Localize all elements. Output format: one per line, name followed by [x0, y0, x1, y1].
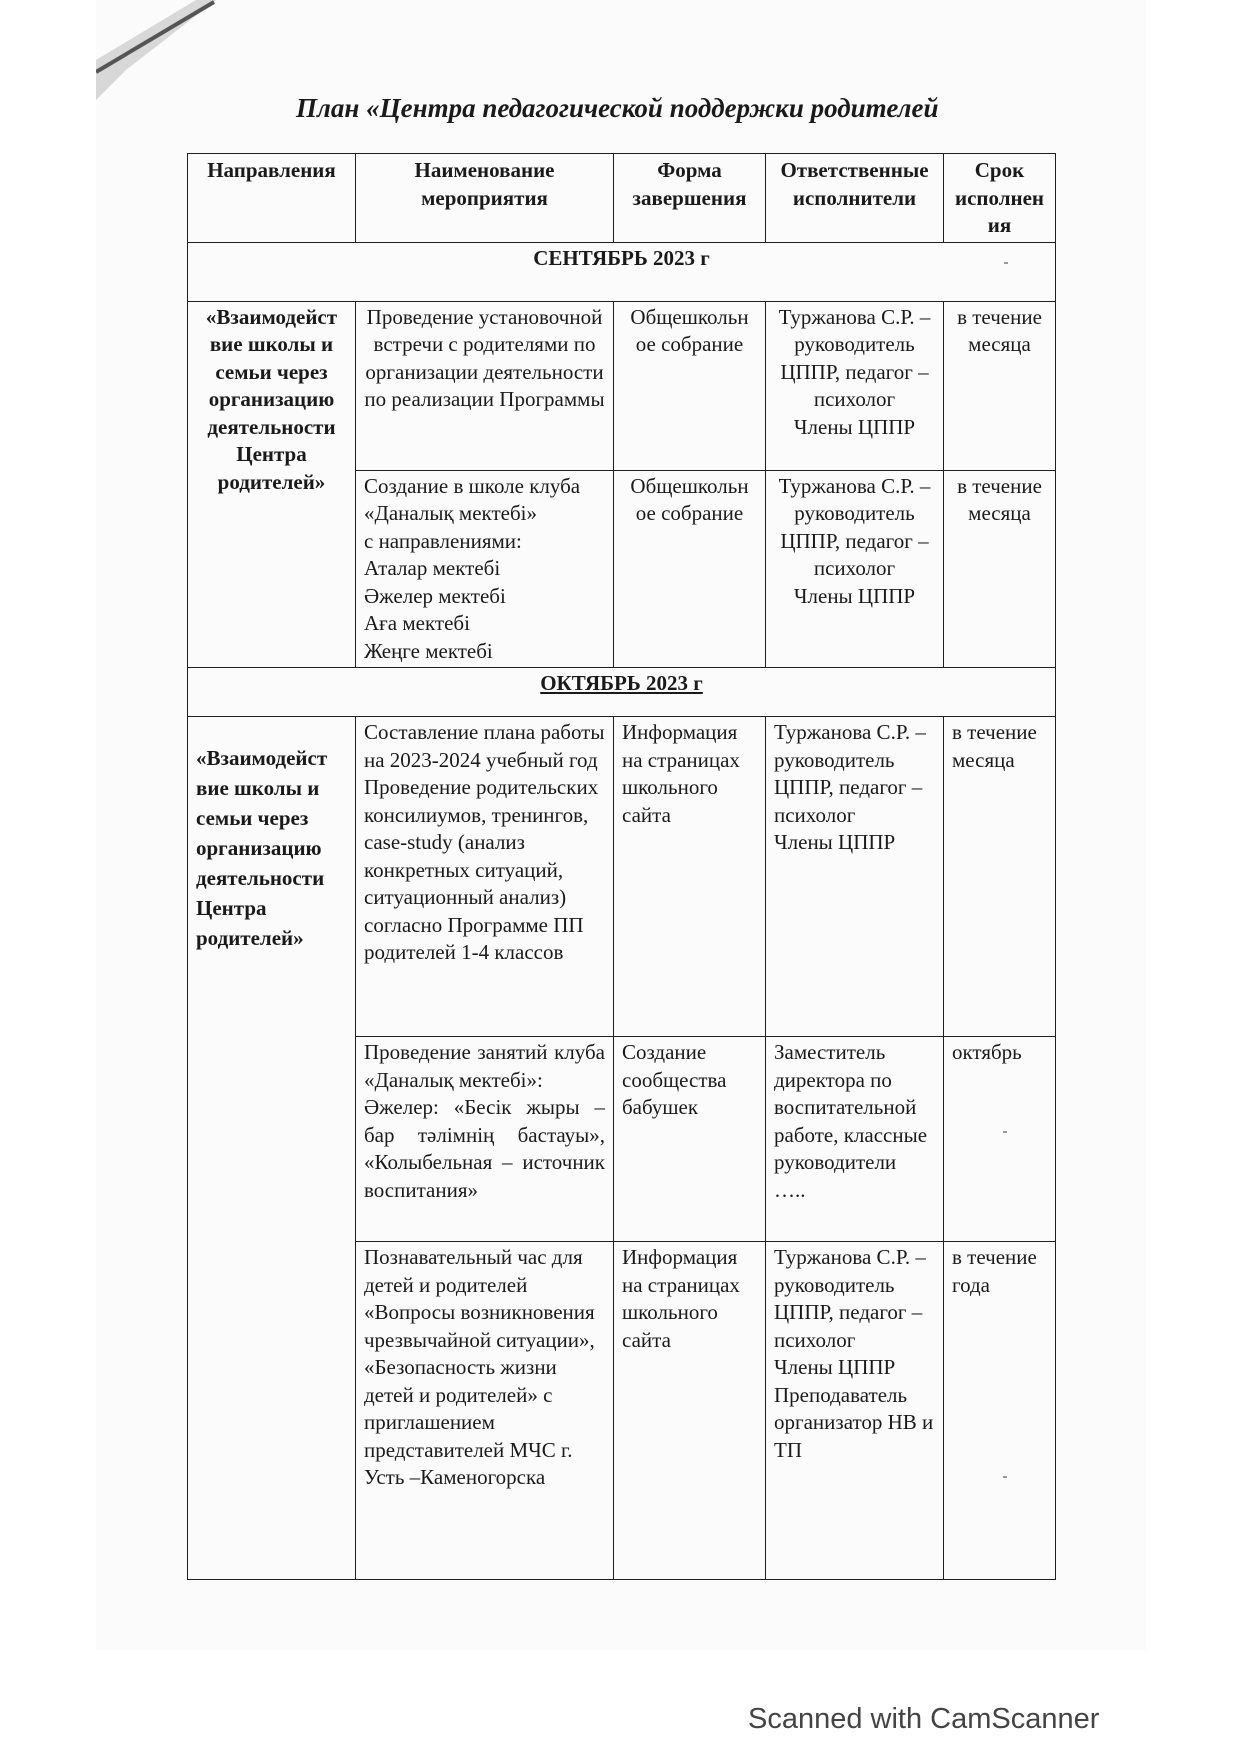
term-cell: в течение месяца: [944, 301, 1056, 470]
header-deadline: Срок исполнен ия: [944, 154, 1056, 243]
responsible-cell: Туржанова С.Р. –руководитель ЦППР, педагог – психолог Члены ЦППР: [766, 470, 944, 668]
direction-cell-september: «Взаимодейст вие школы и семьи через организацию деятельности Центра родителей»: [188, 301, 356, 668]
table-header-row: [188, 154, 1056, 243]
event-cell: Проведение занятий клуба «Даналық мектебі»: Әжелер: «Бесік жыры – бар тәлімнің бастауы», «Колыбельная – источник воспитания»: [356, 1037, 614, 1242]
table-row: [188, 301, 1056, 470]
month-row-october: [188, 668, 1056, 717]
form-cell: Общешкольн ое собрание: [614, 470, 766, 668]
form-cell: Создание сообщества бабушек: [614, 1037, 766, 1242]
plan-table: [187, 153, 1056, 1580]
event-cell: Составление плана работы на 2023-2024 учебный год Проведение родительских консилиумов, тренингов, case-study (анализ конкретных ситуаций, ситуационный анализ) согласно Программе ПП родителей 1-4 классов: [356, 717, 614, 1037]
event-cell: Познавательный час для детей и родителей «Вопросы возникновения чрезвычайной ситуации», «Безопасность жизни детей и родителей» с приглашением представителей МЧС г. Усть –Каменогорска: [356, 1242, 614, 1580]
header-responsible: Ответственные исполнители: [766, 154, 944, 243]
month-label-october: ОКТЯБРЬ 2023 г: [188, 668, 1056, 717]
responsible-cell: Туржанова С.Р. –руководитель ЦППР, педагог – психолог Члены ЦППР: [766, 717, 944, 1037]
header-completion-form: Форма завершения: [614, 154, 766, 243]
scan-speck: [1003, 1476, 1007, 1478]
responsible-cell: Туржанова С.Р. –руководитель ЦППР, педагог – психолог Члены ЦППР Преподаватель организатор НВ и ТП: [766, 1242, 944, 1580]
term-cell: в течение месяца: [944, 717, 1056, 1037]
document-title: План «Центра педагогической поддержки родителей: [296, 93, 939, 123]
scan-speck: [1004, 262, 1008, 264]
responsible-cell: Заместитель директора по воспитательной работе, классные руководители …..: [766, 1037, 944, 1242]
term-cell: октябрь: [944, 1037, 1056, 1242]
event-cell: Проведение установочной встречи с родителями по организации деятельности по реализации Программы: [356, 301, 614, 470]
direction-cell-october: «Взаимодейст вие школы и семьи через организацию деятельности Центра родителей»: [188, 717, 356, 1580]
responsible-cell: Туржанова С.Р. –руководитель ЦППР, педагог – психолог Члены ЦППР: [766, 301, 944, 470]
event-cell: Создание в школе клуба «Даналық мектебі» с направлениями: Аталар мектебі Әжелер мектебі Аға мектебі Жеңге мектебі: [356, 470, 614, 668]
form-cell: Информация на страницах школьного сайта: [614, 717, 766, 1037]
table-row: [188, 717, 1056, 1037]
form-cell: Общешкольн ое собрание: [614, 301, 766, 470]
header-directions: Направления: [188, 154, 356, 243]
form-cell: Информация на страницах школьного сайта: [614, 1242, 766, 1580]
header-event-name: Наименование мероприятия: [356, 154, 614, 243]
scan-speck: [1003, 1131, 1007, 1133]
month-row-september: [188, 242, 1056, 301]
camscanner-watermark: Scanned with CamScanner: [748, 1703, 1100, 1735]
month-label-september: СЕНТЯБРЬ 2023 г: [188, 242, 1056, 301]
term-cell: в течение года: [944, 1242, 1056, 1580]
term-cell: в течение месяца: [944, 470, 1056, 668]
